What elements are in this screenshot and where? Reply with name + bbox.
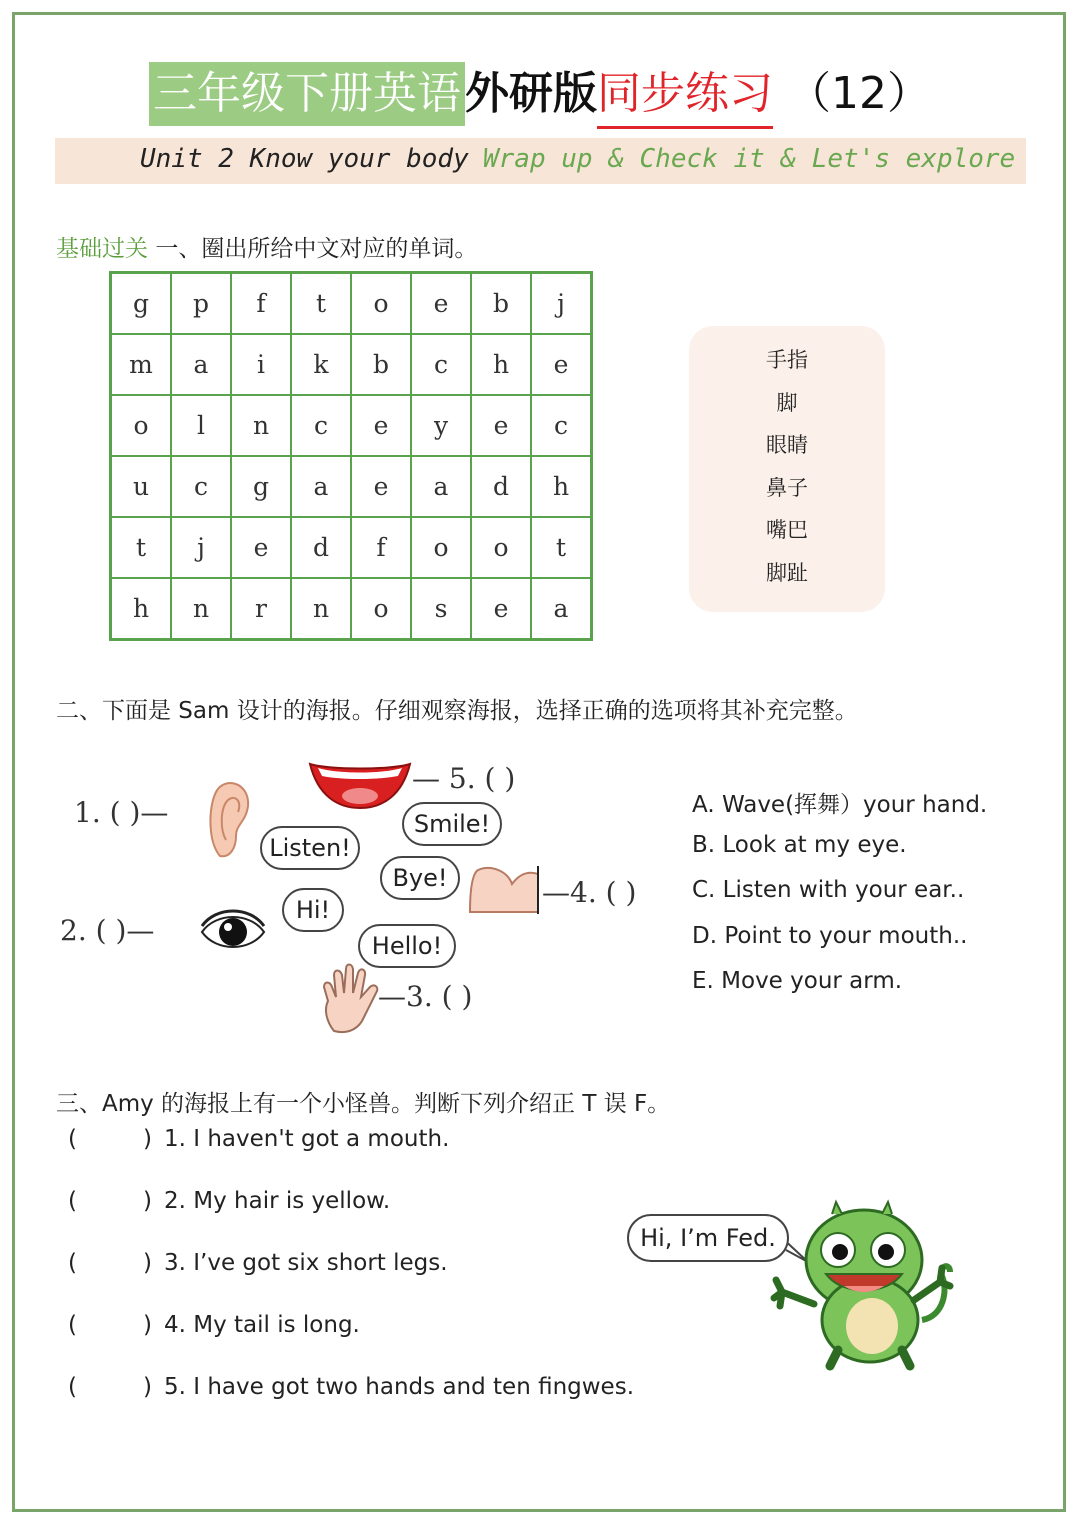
grid-letter[interactable]: e (471, 395, 531, 456)
grid-letter[interactable]: t (291, 273, 351, 335)
word-search-grid (109, 271, 593, 641)
tf-answer-blank[interactable] (68, 1126, 164, 1152)
tf-statement: 4. My tail is long. (164, 1312, 360, 1338)
grid-letter[interactable]: a (411, 456, 471, 517)
grid-letter[interactable]: o (411, 517, 471, 578)
grid-letter[interactable]: d (291, 517, 351, 578)
grid-letter[interactable]: c (531, 395, 592, 456)
grid-letter[interactable]: c (411, 334, 471, 395)
grid-letter[interactable]: f (231, 273, 291, 335)
paren-open: ( (68, 1250, 77, 1276)
tf-item (68, 1188, 390, 1214)
grid-letter[interactable]: f (351, 517, 411, 578)
grid-letter[interactable]: t (531, 517, 592, 578)
bye-bubble: Bye! (380, 856, 460, 900)
option-d: D. Point to your mouth.. (692, 923, 968, 949)
tf-item (68, 1250, 448, 1276)
grid-letter[interactable]: s (411, 578, 471, 640)
tf-answer-blank[interactable] (68, 1374, 164, 1400)
grid-letter[interactable]: o (471, 517, 531, 578)
tf-item (68, 1312, 360, 1338)
grid-letter[interactable]: a (531, 578, 592, 640)
chinese-word: 嘴巴 (766, 518, 808, 542)
section3-instruction: 三、Amy 的海报上有一个小怪兽。判断下列介绍正 T 误 F。 (56, 1091, 671, 1117)
hi-bubble: Hi! (282, 888, 344, 932)
grid-letter[interactable]: y (411, 395, 471, 456)
monster-icon (772, 1200, 952, 1370)
grid-row (111, 334, 592, 395)
grid-letter[interactable]: e (351, 456, 411, 517)
blank-2[interactable]: 2. ( )— (60, 914, 155, 947)
paren-open: ( (68, 1126, 77, 1152)
chinese-word: 脚 (776, 390, 798, 415)
section1-tag: 基础过关 (56, 236, 148, 262)
grid-letter[interactable]: b (351, 334, 411, 395)
unit-name: Unit 2 Know your body (140, 144, 469, 174)
option-e: E. Move your arm. (692, 968, 903, 994)
paren-close: ) (142, 1312, 152, 1338)
chinese-word: 鼻子 (766, 475, 808, 500)
eye-icon (200, 906, 266, 956)
grid-letter[interactable]: b (471, 273, 531, 335)
unit-subtitle: Wrap up & Check it & Let's explore (483, 144, 1016, 174)
chinese-word-box (689, 326, 885, 612)
grid-row (111, 578, 592, 640)
section1-instruction: 一、圈出所给中文对应的单词。 (155, 236, 478, 262)
tf-item (68, 1126, 449, 1152)
grid-letter[interactable]: e (531, 334, 592, 395)
grid-letter[interactable]: d (471, 456, 531, 517)
grid-letter[interactable]: a (291, 456, 351, 517)
tf-statement: 5. I have got two hands and ten fingwes. (164, 1374, 635, 1400)
section1-heading (56, 230, 477, 263)
arm-icon (468, 862, 542, 916)
title-publisher: 外研版 (465, 68, 597, 119)
grid-row (111, 517, 592, 578)
option-a: A. Wave(挥舞）your hand. (692, 792, 988, 818)
grid-letter[interactable]: c (171, 456, 231, 517)
blank-4[interactable]: —4. ( ) (542, 876, 637, 909)
tf-statement: 1. I haven't got a mouth. (164, 1126, 450, 1152)
grid-letter[interactable]: g (111, 273, 172, 335)
hand-icon (320, 965, 382, 1033)
grid-letter[interactable]: m (111, 334, 172, 395)
grid-letter[interactable]: r (231, 578, 291, 640)
grid-letter[interactable]: e (471, 578, 531, 640)
title-number: （12） (787, 68, 931, 119)
ear-icon (206, 778, 252, 860)
grid-letter[interactable]: j (531, 273, 592, 335)
paren-open: ( (68, 1312, 77, 1338)
tf-answer-blank[interactable] (68, 1188, 164, 1214)
grid-row (111, 273, 592, 335)
grid-row (111, 456, 592, 517)
grid-letter[interactable]: h (471, 334, 531, 395)
grid-letter[interactable]: g (231, 456, 291, 517)
tf-item (68, 1374, 634, 1400)
tf-statement: 3. I’ve got six short legs. (164, 1250, 448, 1276)
paren-close: ) (142, 1374, 152, 1400)
grid-letter[interactable]: e (351, 395, 411, 456)
blank-5[interactable]: — 5. ( ) (412, 762, 516, 795)
grid-letter[interactable]: e (231, 517, 291, 578)
section2-instruction: 二、下面是 Sam 设计的海报。仔细观察海报，选择正确的选项将其补充完整。 (56, 698, 858, 724)
chinese-word: 脚趾 (766, 560, 808, 585)
grid-letter[interactable]: o (351, 273, 411, 335)
grid-letter[interactable]: k (291, 334, 351, 395)
grid-letter[interactable]: c (291, 395, 351, 456)
title-practice: 同步练习 (597, 62, 773, 129)
paren-close: ) (142, 1188, 152, 1214)
grid-letter[interactable]: e (411, 273, 471, 335)
chinese-word: 眼睛 (766, 433, 808, 457)
grid-letter[interactable]: h (531, 456, 592, 517)
chinese-word: 手指 (766, 348, 808, 372)
paren-open: ( (68, 1188, 77, 1214)
paren-close: ) (142, 1126, 152, 1152)
paren-close: ) (142, 1250, 152, 1276)
mouth-icon (308, 760, 412, 810)
grid-letter[interactable]: u (111, 456, 172, 517)
grid-letter[interactable]: h (111, 578, 172, 640)
grid-letter[interactable]: n (231, 395, 291, 456)
title-grade: 三年级下册英语 (149, 62, 465, 126)
smile-bubble: Smile! (402, 802, 502, 846)
grid-letter[interactable]: i (231, 334, 291, 395)
option-b: B. Look at my eye. (692, 832, 907, 858)
paren-open: ( (68, 1374, 77, 1400)
page-title (0, 62, 1080, 129)
grid-letter[interactable]: p (171, 273, 231, 335)
unit-bar (55, 138, 1026, 184)
tf-answer-blank[interactable] (68, 1250, 164, 1276)
listen-bubble: Listen! (260, 826, 360, 870)
grid-letter[interactable]: n (171, 578, 231, 640)
monster-speech: Hi, I’m Fed. (627, 1214, 789, 1262)
grid-letter[interactable]: o (351, 578, 411, 640)
grid-letter[interactable]: j (171, 517, 231, 578)
blank-3[interactable]: —3. ( ) (378, 980, 473, 1013)
grid-letter[interactable]: o (111, 395, 172, 456)
tf-answer-blank[interactable] (68, 1312, 164, 1338)
hello-bubble: Hello! (358, 924, 456, 968)
option-c: C. Listen with your ear.. (692, 877, 965, 903)
grid-letter[interactable]: l (171, 395, 231, 456)
tf-statement: 2. My hair is yellow. (164, 1188, 391, 1214)
grid-letter[interactable]: a (171, 334, 231, 395)
grid-letter[interactable]: n (291, 578, 351, 640)
grid-letter[interactable]: t (111, 517, 172, 578)
grid-row (111, 395, 592, 456)
blank-1[interactable]: 1. ( )— (74, 796, 169, 829)
